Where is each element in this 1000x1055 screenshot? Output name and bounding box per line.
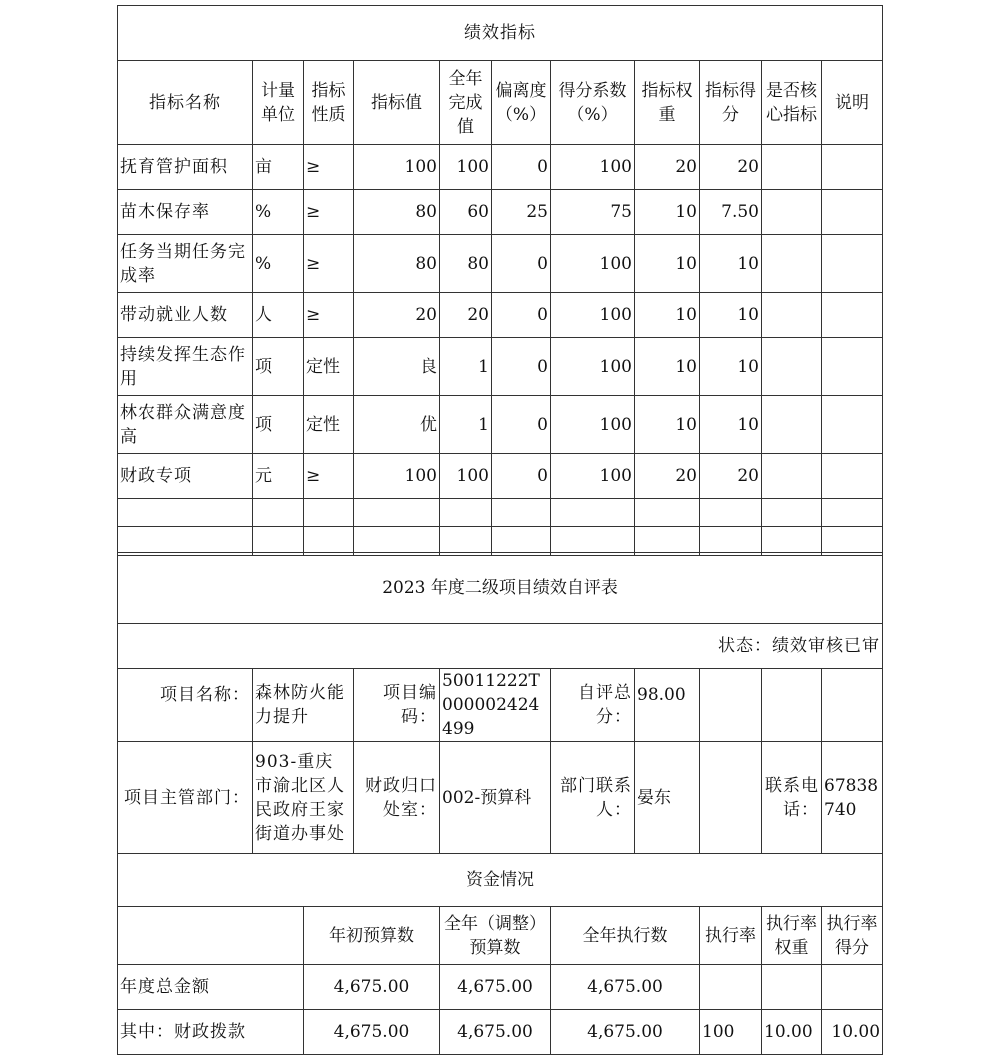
indicator-deviation: 0 [492,454,551,499]
empty-cell [118,907,304,965]
empty-cell [762,499,822,527]
funds-rate [700,965,762,1010]
indicator-weight: 10 [635,235,700,293]
indicator-target: 良 [354,338,440,396]
indicator-core [762,338,822,396]
indicator-coef: 100 [551,145,635,190]
funds-row-label: 年度总金额 [118,965,304,1010]
indicator-note [822,293,883,338]
funds-initial: 4,675.00 [304,1010,440,1055]
empty-cell [304,499,354,527]
indicator-unit: % [253,235,304,293]
section-title: 绩效指标 [118,6,883,61]
funds-rate-weight [762,965,822,1010]
empty-row [118,499,883,527]
indicator-actual: 20 [440,293,492,338]
table-row [118,145,883,190]
funds-header-row [118,907,883,965]
indicator-nature: ≥ [304,293,354,338]
indicator-nature: ≥ [304,190,354,235]
indicator-actual: 100 [440,454,492,499]
project-name-value: 森林防火能力提升 [253,669,354,742]
project-name-label: 项目名称： [118,669,253,742]
indicator-unit: % [253,190,304,235]
indicator-coef: 100 [551,338,635,396]
indicator-actual: 80 [440,235,492,293]
indicator-score: 20 [700,454,762,499]
indicator-deviation: 0 [492,145,551,190]
indicator-deviation: 25 [492,190,551,235]
funds-executed: 4,675.00 [551,965,700,1010]
indicator-nature: ≥ [304,235,354,293]
funds-adjusted: 4,675.00 [440,965,551,1010]
indicator-name: 持续发挥生态作用 [118,338,253,396]
indicator-actual: 60 [440,190,492,235]
indicator-nature: ≥ [304,454,354,499]
project-info-row [118,669,883,742]
funds-header-rate-weight: 执行率权重 [762,907,822,965]
indicator-actual: 100 [440,145,492,190]
indicator-core [762,190,822,235]
indicator-note [822,396,883,454]
indicator-nature: 定性 [304,396,354,454]
contact-value: 晏东 [635,742,700,854]
phone-label: 联系电话： [762,742,822,854]
header-name: 指标名称 [118,61,253,145]
funds-row-label: 其中：财政拨款 [118,1010,304,1055]
indicator-note [822,145,883,190]
indicator-score: 7.50 [700,190,762,235]
empty-cell [700,499,762,527]
header-target: 指标值 [354,61,440,145]
indicator-nature: ≥ [304,145,354,190]
finance-value: 002-预算科 [440,742,551,854]
funds-header-rate: 执行率 [700,907,762,965]
indicator-actual: 1 [440,338,492,396]
header-actual: 全年完成值 [440,61,492,145]
status-text: 状态：绩效审核已审 [118,624,883,669]
funds-title: 资金情况 [118,854,883,907]
dept-value: 903-重庆市渝北区人民政府王家街道办事处 [253,742,354,854]
form-title: 2023 年度二级项目绩效自评表 [118,553,883,624]
funds-row [118,965,883,1010]
indicator-name: 林农群众满意度高 [118,396,253,454]
performance-indicator-table [117,5,883,556]
indicator-deviation: 0 [492,235,551,293]
indicator-weight: 10 [635,190,700,235]
empty-cell [822,669,883,742]
indicator-note [822,190,883,235]
indicator-target: 100 [354,454,440,499]
empty-cell [253,499,304,527]
indicator-unit: 亩 [253,145,304,190]
project-code-label: 项目编码： [354,669,440,742]
funds-rate: 100 [700,1010,762,1055]
funds-header-adjusted: 全年（调整）预算数 [440,907,551,965]
indicator-unit: 元 [253,454,304,499]
indicator-core [762,454,822,499]
indicator-weight: 10 [635,338,700,396]
empty-cell [551,499,635,527]
indicator-deviation: 0 [492,338,551,396]
indicator-weight: 20 [635,454,700,499]
header-coef: 得分系数（%） [551,61,635,145]
finance-label: 财政归口处室： [354,742,440,854]
empty-cell [354,499,440,527]
indicator-note [822,454,883,499]
empty-cell [762,669,822,742]
indicator-coef: 100 [551,396,635,454]
dept-label: 项目主管部门： [118,742,253,854]
funds-rate-score [822,965,883,1010]
table-row [118,338,883,396]
funds-rate-weight: 10.00 [762,1010,822,1055]
phone-value: 67838740 [822,742,883,854]
indicator-target: 100 [354,145,440,190]
funds-header-rate-score: 执行率得分 [822,907,883,965]
indicator-deviation: 0 [492,293,551,338]
indicator-unit: 项 [253,396,304,454]
indicator-deviation: 0 [492,396,551,454]
table-row [118,190,883,235]
contact-label: 部门联系人： [551,742,635,854]
empty-cell [700,669,762,742]
indicator-score: 10 [700,235,762,293]
indicator-nature: 定性 [304,338,354,396]
header-nature: 指标性质 [304,61,354,145]
empty-cell [700,742,762,854]
indicator-note [822,338,883,396]
total-score-value: 98.00 [635,669,700,742]
total-score-label: 自评总分： [551,669,635,742]
department-info-row [118,742,883,854]
header-deviation: 偏离度（%） [492,61,551,145]
indicator-core [762,293,822,338]
header-row [118,61,883,145]
indicator-name: 财政专项 [118,454,253,499]
table-row [118,293,883,338]
table-row [118,454,883,499]
empty-cell [635,499,700,527]
header-weight: 指标权重 [635,61,700,145]
indicator-note [822,235,883,293]
funds-header-initial: 年初预算数 [304,907,440,965]
indicator-core [762,235,822,293]
header-core: 是否核心指标 [762,61,822,145]
funds-initial: 4,675.00 [304,965,440,1010]
indicator-score: 10 [700,396,762,454]
indicator-unit: 项 [253,338,304,396]
table-row [118,396,883,454]
header-score: 指标得分 [700,61,762,145]
indicator-score: 10 [700,293,762,338]
funds-executed: 4,675.00 [551,1010,700,1055]
indicator-name: 任务当期任务完成率 [118,235,253,293]
indicator-coef: 100 [551,235,635,293]
indicator-target: 20 [354,293,440,338]
indicator-coef: 75 [551,190,635,235]
indicator-weight: 20 [635,145,700,190]
indicator-score: 20 [700,145,762,190]
indicator-weight: 10 [635,293,700,338]
indicator-score: 10 [700,338,762,396]
indicator-coef: 100 [551,293,635,338]
indicator-target: 80 [354,235,440,293]
indicator-name: 带动就业人数 [118,293,253,338]
indicator-unit: 人 [253,293,304,338]
project-evaluation-table [117,552,883,1055]
indicator-weight: 10 [635,396,700,454]
project-code-value: 50011222T000002424499 [440,669,551,742]
funds-row [118,1010,883,1055]
funds-rate-score: 10.00 [822,1010,883,1055]
indicator-actual: 1 [440,396,492,454]
indicator-target: 80 [354,190,440,235]
indicator-target: 优 [354,396,440,454]
empty-cell [440,499,492,527]
empty-cell [822,499,883,527]
empty-cell [118,499,253,527]
indicator-name: 苗木保存率 [118,190,253,235]
indicator-core [762,396,822,454]
header-unit: 计量单位 [253,61,304,145]
table-row [118,235,883,293]
header-note: 说明 [822,61,883,145]
funds-header-executed: 全年执行数 [551,907,700,965]
empty-cell [492,499,551,527]
funds-adjusted: 4,675.00 [440,1010,551,1055]
indicator-core [762,145,822,190]
indicator-coef: 100 [551,454,635,499]
indicator-name: 抚育管护面积 [118,145,253,190]
